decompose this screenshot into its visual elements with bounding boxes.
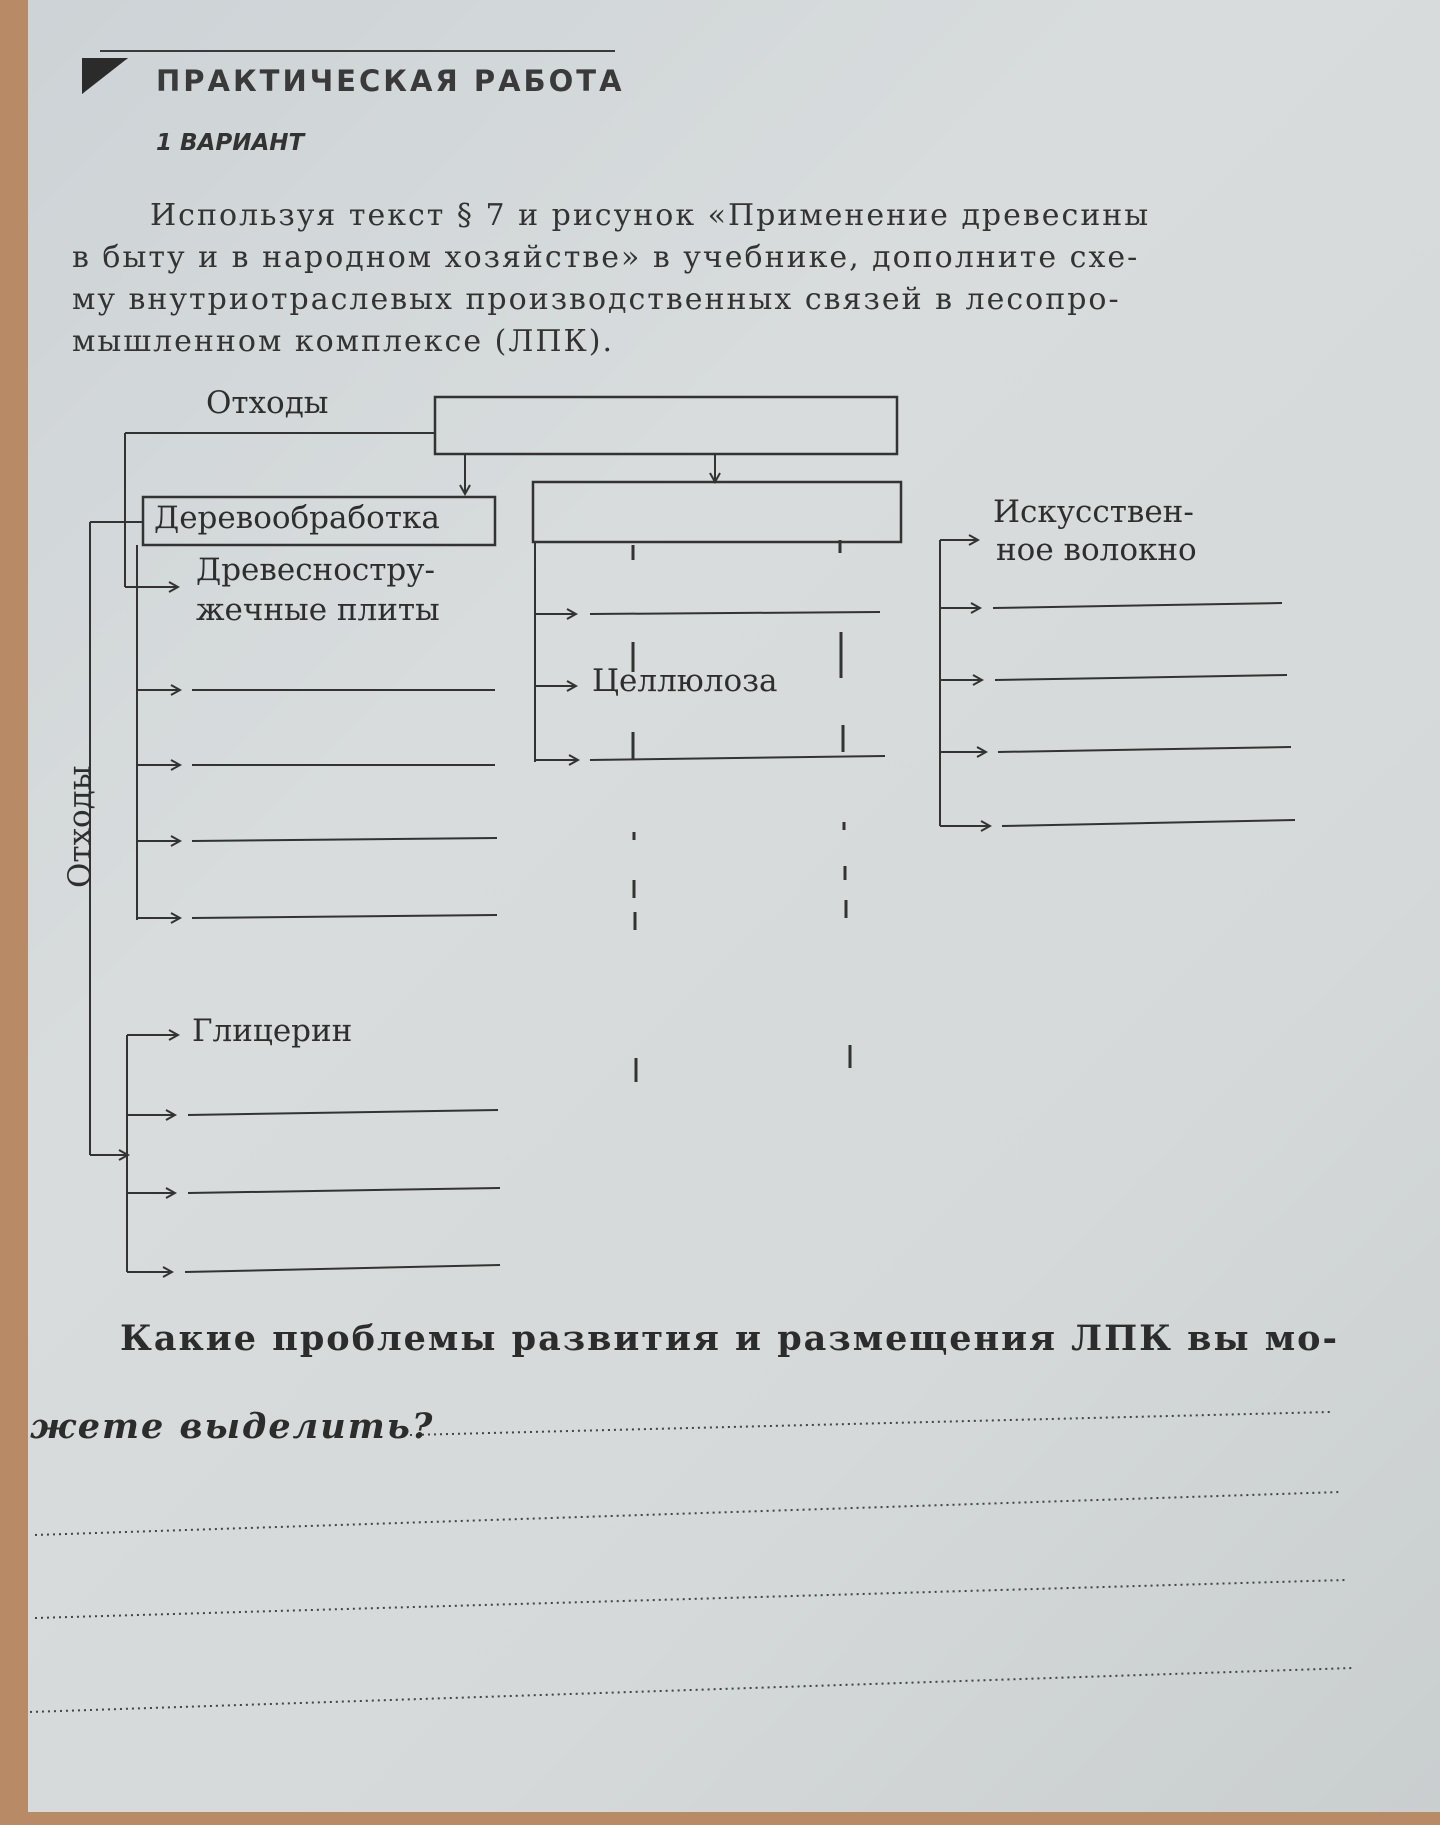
- instruction-line-3: му внутриотраслевых производственных связей в лесопро-: [72, 282, 1121, 317]
- question-line-2: жете выделить?: [30, 1406, 435, 1447]
- glycerin-label: Глицерин: [192, 1013, 353, 1049]
- cellulose-label: Целлюлоза: [592, 663, 778, 699]
- instruction-line-2: в быту и в народном хозяйстве» в учебнике, дополните схе-: [72, 240, 1140, 275]
- worksheet-title: ПРАКТИЧЕСКАЯ РАБОТА: [156, 64, 625, 98]
- waste-side-label: Отходы: [62, 765, 98, 888]
- woodworking-label: Деревообработка: [154, 500, 440, 536]
- instruction-line-1: Используя текст § 7 и рисунок «Применение древесины: [150, 198, 1151, 233]
- waste-top-label: Отходы: [206, 385, 329, 421]
- artificial-fiber-label-2: ное волокно: [996, 532, 1197, 568]
- particle-board-label-2: жечные плиты: [196, 592, 440, 628]
- raw-material-box: [435, 397, 897, 454]
- particle-board-label-1: Древесностру-: [196, 552, 435, 588]
- artificial-fiber-label-1: Искусствен-: [993, 494, 1194, 530]
- question-line-1: Какие проблемы развития и размещения ЛПК вы мо-: [120, 1318, 1340, 1359]
- instruction-line-4: мышленном комплексе (ЛПК).: [72, 324, 614, 359]
- variant-label: 1 ВАРИАНТ: [156, 130, 305, 156]
- chemical-processing-box: [533, 482, 901, 542]
